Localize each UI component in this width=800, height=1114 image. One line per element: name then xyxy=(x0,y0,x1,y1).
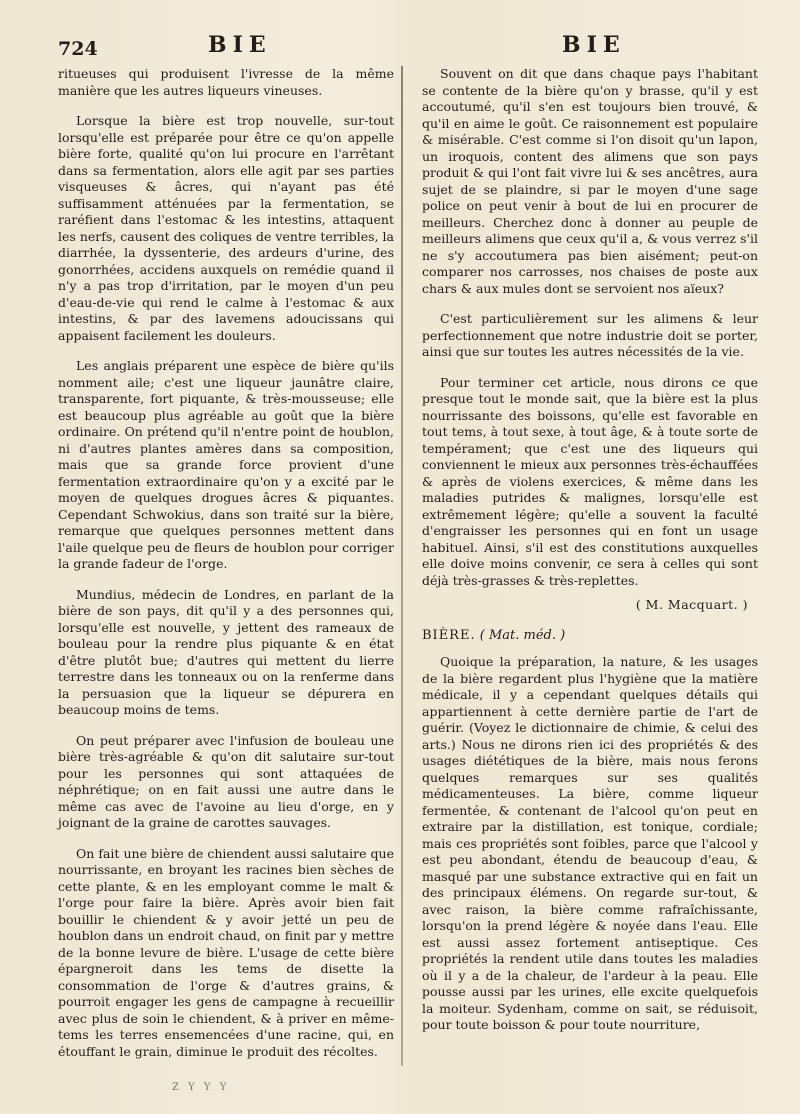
paragraph: Souvent on dit que dans chaque pays l'habitant se contente de la bière qu'on y brasse, qu'il y est accoutumé, qu'il s'en est toujours bien trouvé, & qu'il en aime le goût. Ce raisonnement est populaire & misérable. C'est comme si l'on disoit qu'un lapon, un iroquois, content des alimens que son pays produit & qui l'ont fait vivre lui & ses ancêtres, aura sujet de se plaindre, si par le moyen d'une sage police on peut venir à bout de lui en procurer de meilleurs. Cherchez donc à donner au peuple de meilleurs alimens que ceux qu'il a, & vous verrez s'il ne s'y accoutumera pas bien aisément; peut-on comparer nos carrosses, nos chaises de poste aux chars & aux mules dont se servoient nos aïeux? xyxy=(422,66,758,296)
paragraph: On fait une bière de chiendent aussi salutaire que nourrissante, en broyant les racines bien sèches de cette plante, & en les employant comme le malt & l'orge pour faire la bière. Après avoir bien fait bouillir le chiendent & y avoir jetté un peu de houblon dans un endroit chaud, on finit par y mettre de la bonne levure de bière. L'usage de cette bière épargneroit dans les tems de disette la consommation de l'orge & d'autres grains, & pourroit engager les gens de campagne à recueillir avec plus de soin le chiendent, & à priver en même-tems les terres ensemencées d'une racine, qui, en étouffant le grain, diminue le produit des récoltes. xyxy=(58,845,394,1059)
paragraph: Les anglais préparent une espèce de bière qu'ils nomment aile; c'est une liqueur jaunâtre claire, transparente, fort piquante, & très-mousseuse; elle est beaucoup plus agréable au goût que la bière ordinaire. On prétend qu'il n'entre point de houblon, ni d'autres plantes amères dans sa composition, mais que sa grande force provient d'une fermentation extraordinaire qu'on y a excité par le moyen de quelques drogues âcres & piquantes. Cependant Schwokius, dans son traité sur la bière, remarque que quelques personnes mettent dans l'aile quelque peu de fleurs de houblon pour corriger la grande fadeur de l'orge. xyxy=(58,358,394,571)
paragraph: Lorsque la bière est trop nouvelle, sur-tout lorsqu'elle est préparée pour être ce qu'on appelle bière forte, qualité qu'on lui procure en l'arrêtant dans sa fermentation, alors elle agit par ses parties visqueuses & âcres, qui n'ayant pas été suffisamment atténuées par la fermentation, se raréfient dans l'estomac & les intestins, attaquent les nerfs, causent des coliques de ventre terribles, la diarrhée, la dyssenterie, des ardeurs d'urine, des gonorrhées, accidens auxquels on remédie quand il n'y a pas trop d'irritation, par le moyen d'un peu d'eau-de-vie qui rend le calme à l'estomac & aux intestins, & par des lavemens adoucissans qui appaisent facilement les douleurs. xyxy=(58,113,394,343)
author-name: ( M. Macquart. ) xyxy=(635,597,748,612)
running-head-right: BIE xyxy=(562,32,626,58)
paragraph: ritueuses qui produisent l'ivresse de la même manière que les autres liqueurs vineuses. xyxy=(58,66,394,98)
heading-qualifier: ( Mat. méd. ) xyxy=(479,627,566,643)
paragraph: Pour terminer cet article, nous dirons ce que presque tout le monde sait, que la bière est la plus nourrissante des boissons, qu'elle est favorable en tout tems, à tout sexe, à tout âge, & à toute sorte de tempérament; que c'est une des liqueurs qui conviennent le mieux aux personnes très-échauffées & après de violens exercices, & même dans les maladies putrides & malignes, lorsqu'elle est extrêmement légère; qu'elle a souvent la faculté d'engraisser les personnes qui en font un usage habituel. Ainsi, s'il est des constitutions auxquelles elle doive moins convenir, ce sera à celles qui sont déjà très-grasses & très-replettes. xyxy=(422,374,758,588)
paragraph: Quoique la préparation, la nature, & les usages de la bière regardent plus l'hygiène que la matière médicale, il y a cependant quelques détails qui appartiennent à cette dernière partie de l'art de guérir. (Voyez le dictionnaire de chimie, & celui des arts.) Nous ne dirons rien ici des propriétés & des usages diététiques de la bière, mais nous ferons quelques remarques sur ses qualités médicamenteuses. La bière, comme liqueur fermentée, & contenant de l'alcool qu'on peut en extraire par la distillation, est tonique, cordiale; mais ces propriétés sont foibles, parce que l'alcool y est peu abondant, étendu de beaucoup d'eau, & masqué par une substance extractive qui en fait un des principaux élémens. On regarde sur-tout, & avec raison, la bière comme rafraîchissante, lorsqu'on la prend légère & noyée dans l'eau. Elle est aussi assez fortement antiseptique. Ces propriétés la rendent utile dans toutes les maladies où il y a de la chaleur, de l'ardeur à la peau. Elle pousse aussi par les urines, elle excite quelquefois la moiteur. Sydenham, comme on sait, se réduisoit, pour toute boisson & pour toute nourriture, xyxy=(422,654,758,1032)
author-signature xyxy=(422,597,758,614)
left-column xyxy=(58,66,394,1074)
heading-word: BIÈRE. xyxy=(422,627,476,643)
page-number: 724 xyxy=(58,38,98,60)
column-rule xyxy=(401,66,403,1066)
right-column xyxy=(422,66,758,1048)
section-heading xyxy=(422,628,758,645)
signature-mark: Z Y Y Y xyxy=(172,1082,230,1093)
running-head-left: BIE xyxy=(208,32,272,58)
paragraph: On peut préparer avec l'infusion de bouleau une bière très-agréable & qu'on dit salutaire sur-tout pour les personnes qui sont attaquées de néphrétique; on en fait aussi une autre dans le même cas avec de l'avoine au lieu d'orge, en y joignant de la graine de carottes sauvages. xyxy=(58,732,394,830)
paragraph: C'est particulièrement sur les alimens & leur perfectionnement que notre industrie doit se porter, ainsi que sur toutes les autres nécessités de la vie. xyxy=(422,311,758,359)
page-header xyxy=(0,30,800,66)
paragraph: Mundius, médecin de Londres, en parlant de la bière de son pays, dit qu'il y a des personnes qui, lorsqu'elle est nouvelle, y jettent des rameaux de bouleau pour la rendre plus piquante & en état d'être plutôt bue; d'autres qui mettent du lierre terrestre dans les tonneaux ou on la renferme dans la persuasion que la liqueur se dépurera en beaucoup moins de tems. xyxy=(58,586,394,717)
